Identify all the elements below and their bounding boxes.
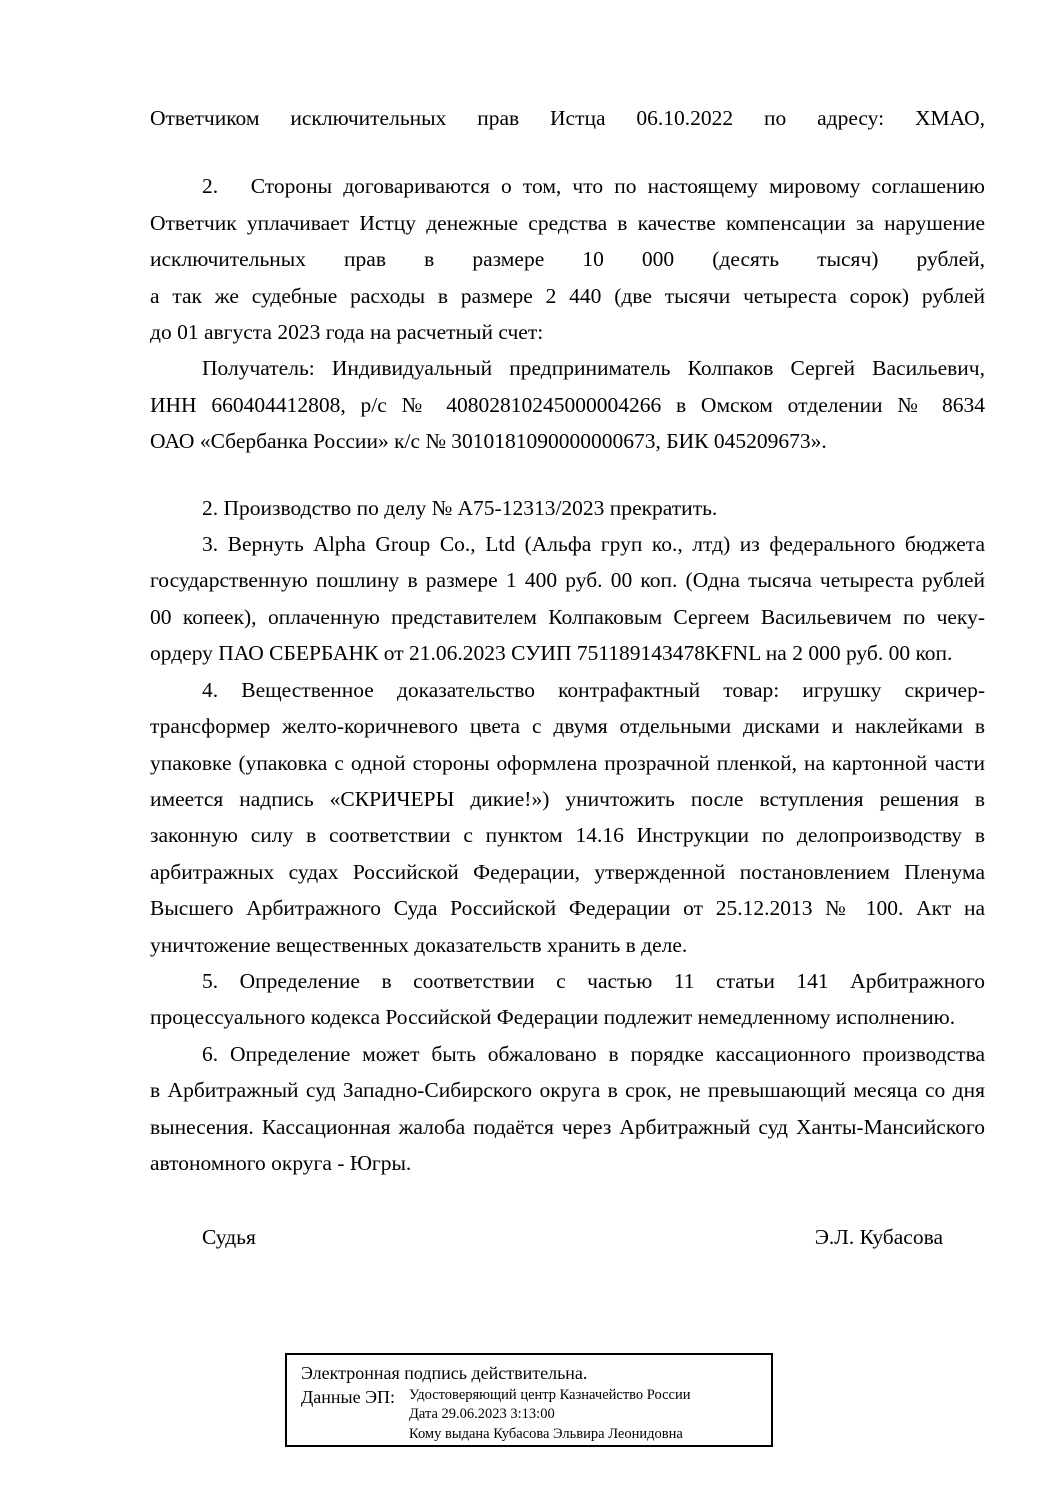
recipient-line: ОАО «Сбербанка России» к/с № 3010181090000000673, БИК 045209673». xyxy=(150,429,827,454)
immediate-line: 5. Определение в соответствии с частью 11 статьи 141 Арбитражного xyxy=(202,968,985,993)
refund-line: 3. Вернуть Alpha Group Co., Ltd (Альфа груп ко., лтд) из федерального бюджета xyxy=(202,532,985,557)
appeal-line: в Арбитражный суд Западно-Сибирского округа в срок, не превышающий месяца со дня xyxy=(150,1078,985,1103)
stamp-validity-line: Электронная подпись действительна. xyxy=(301,1362,588,1383)
evidence-line: 4. Вещественное доказательство контрафактный товар: игрушку скричер- xyxy=(202,677,985,702)
judge-role: Судья xyxy=(202,1225,256,1250)
settlement-line: 2. Стороны договариваются о том, что по настоящему мировому соглашению xyxy=(202,174,985,199)
evidence-line: арбитражных судах Российской Федерации, утвержденной постановлением Пленума xyxy=(150,859,985,884)
ruling-item-immediate-execution xyxy=(150,963,985,1036)
judge-name: Э.Л. Кубасова xyxy=(814,1225,943,1250)
evidence-line: трансформер желто-коричневого цвета с двумя отдельными дисками и наклейками в xyxy=(150,714,985,739)
recipient-line: ИНН 660404412808, р/с № 40802810245000004266 в Омском отделении № 8634 xyxy=(150,392,985,417)
evidence-line: Высшего Арбитражного Суда Российской Федерации от 25.12.2013 № 100. Акт на xyxy=(150,896,985,921)
immediate-line: процессуального кодекса Российской Федерации подлежит немедленному исполнению. xyxy=(150,1005,956,1030)
appeal-line: вынесения. Кассационная жалоба подаётся через Арбитражный суд Ханты-Мансийского xyxy=(150,1114,985,1139)
appeal-line: 6. Определение может быть обжаловано в порядке кассационного производства xyxy=(202,1041,985,1066)
ruling-item-refund xyxy=(150,526,985,672)
stamp-certifying-authority: Удостоверяющий центр Казначейство России xyxy=(409,1386,691,1403)
recipient-details xyxy=(150,350,985,459)
stamp-date: Дата 29.06.2023 3:13:00 xyxy=(409,1406,555,1423)
ruling-item-appeal xyxy=(150,1036,985,1182)
continuation-line: Ответчиком исключительных прав Истца 06.10.2022 по адресу: ХМАО, xyxy=(150,106,985,130)
settlement-paragraph xyxy=(150,168,985,350)
settlement-line: до 01 августа 2023 года на расчетный счет: xyxy=(150,320,544,345)
recipient-line: Получатель: Индивидуальный предприниматель Колпаков Сергей Васильевич, xyxy=(202,356,985,381)
evidence-line: имеется надпись «СКРИЧЕРЫ дикие!») уничтожить после вступления решения в xyxy=(150,786,985,811)
appeal-line: автономного округа - Югры. xyxy=(150,1150,412,1175)
ruling-item-evidence xyxy=(150,672,985,963)
evidence-line: упаковке (упаковка с одной стороны оформлена прозрачной пленкой, на картонной части xyxy=(150,750,985,775)
stamp-data-row xyxy=(301,1386,759,1445)
refund-line: ордеру ПАО СБЕРБАНК от 21.06.2023 СУИП 751189143478KFNL на 2 000 руб. 00 коп. xyxy=(150,641,953,666)
refund-line: 00 копеек), оплаченную представителем Колпаковым Сергеем Васильевичем по чеку- xyxy=(150,604,985,629)
evidence-line: законную силу в соответствии с пунктом 14.16 Инструкции по делопроизводству в xyxy=(150,823,985,848)
evidence-line: уничтожение вещественных доказательств хранить в деле. xyxy=(150,932,688,957)
stamp-details xyxy=(401,1386,691,1445)
ruling-item-terminate: 2. Производство по делу № А75-12313/2023 прекратить. xyxy=(202,495,718,520)
settlement-line: исключительных прав в размере 10 000 (десять тысяч) рублей, xyxy=(150,247,985,272)
stamp-issued-to: Кому выдана Кубасова Эльвира Леонидовна xyxy=(409,1425,683,1442)
settlement-line: а так же судебные расходы в размере 2 440 (две тысячи четыреста сорок) рублей xyxy=(150,283,985,308)
electronic-signature-stamp xyxy=(285,1353,773,1447)
refund-line: государственную пошлину в размере 1 400 руб. 00 коп. (Одна тысяча четыреста рублей xyxy=(150,568,985,593)
signature-row xyxy=(150,1219,985,1255)
stamp-data-label: Данные ЭП: xyxy=(301,1386,395,1407)
settlement-line: Ответчик уплачивает Истцу денежные средства в качестве компенсации за нарушение xyxy=(150,210,985,235)
